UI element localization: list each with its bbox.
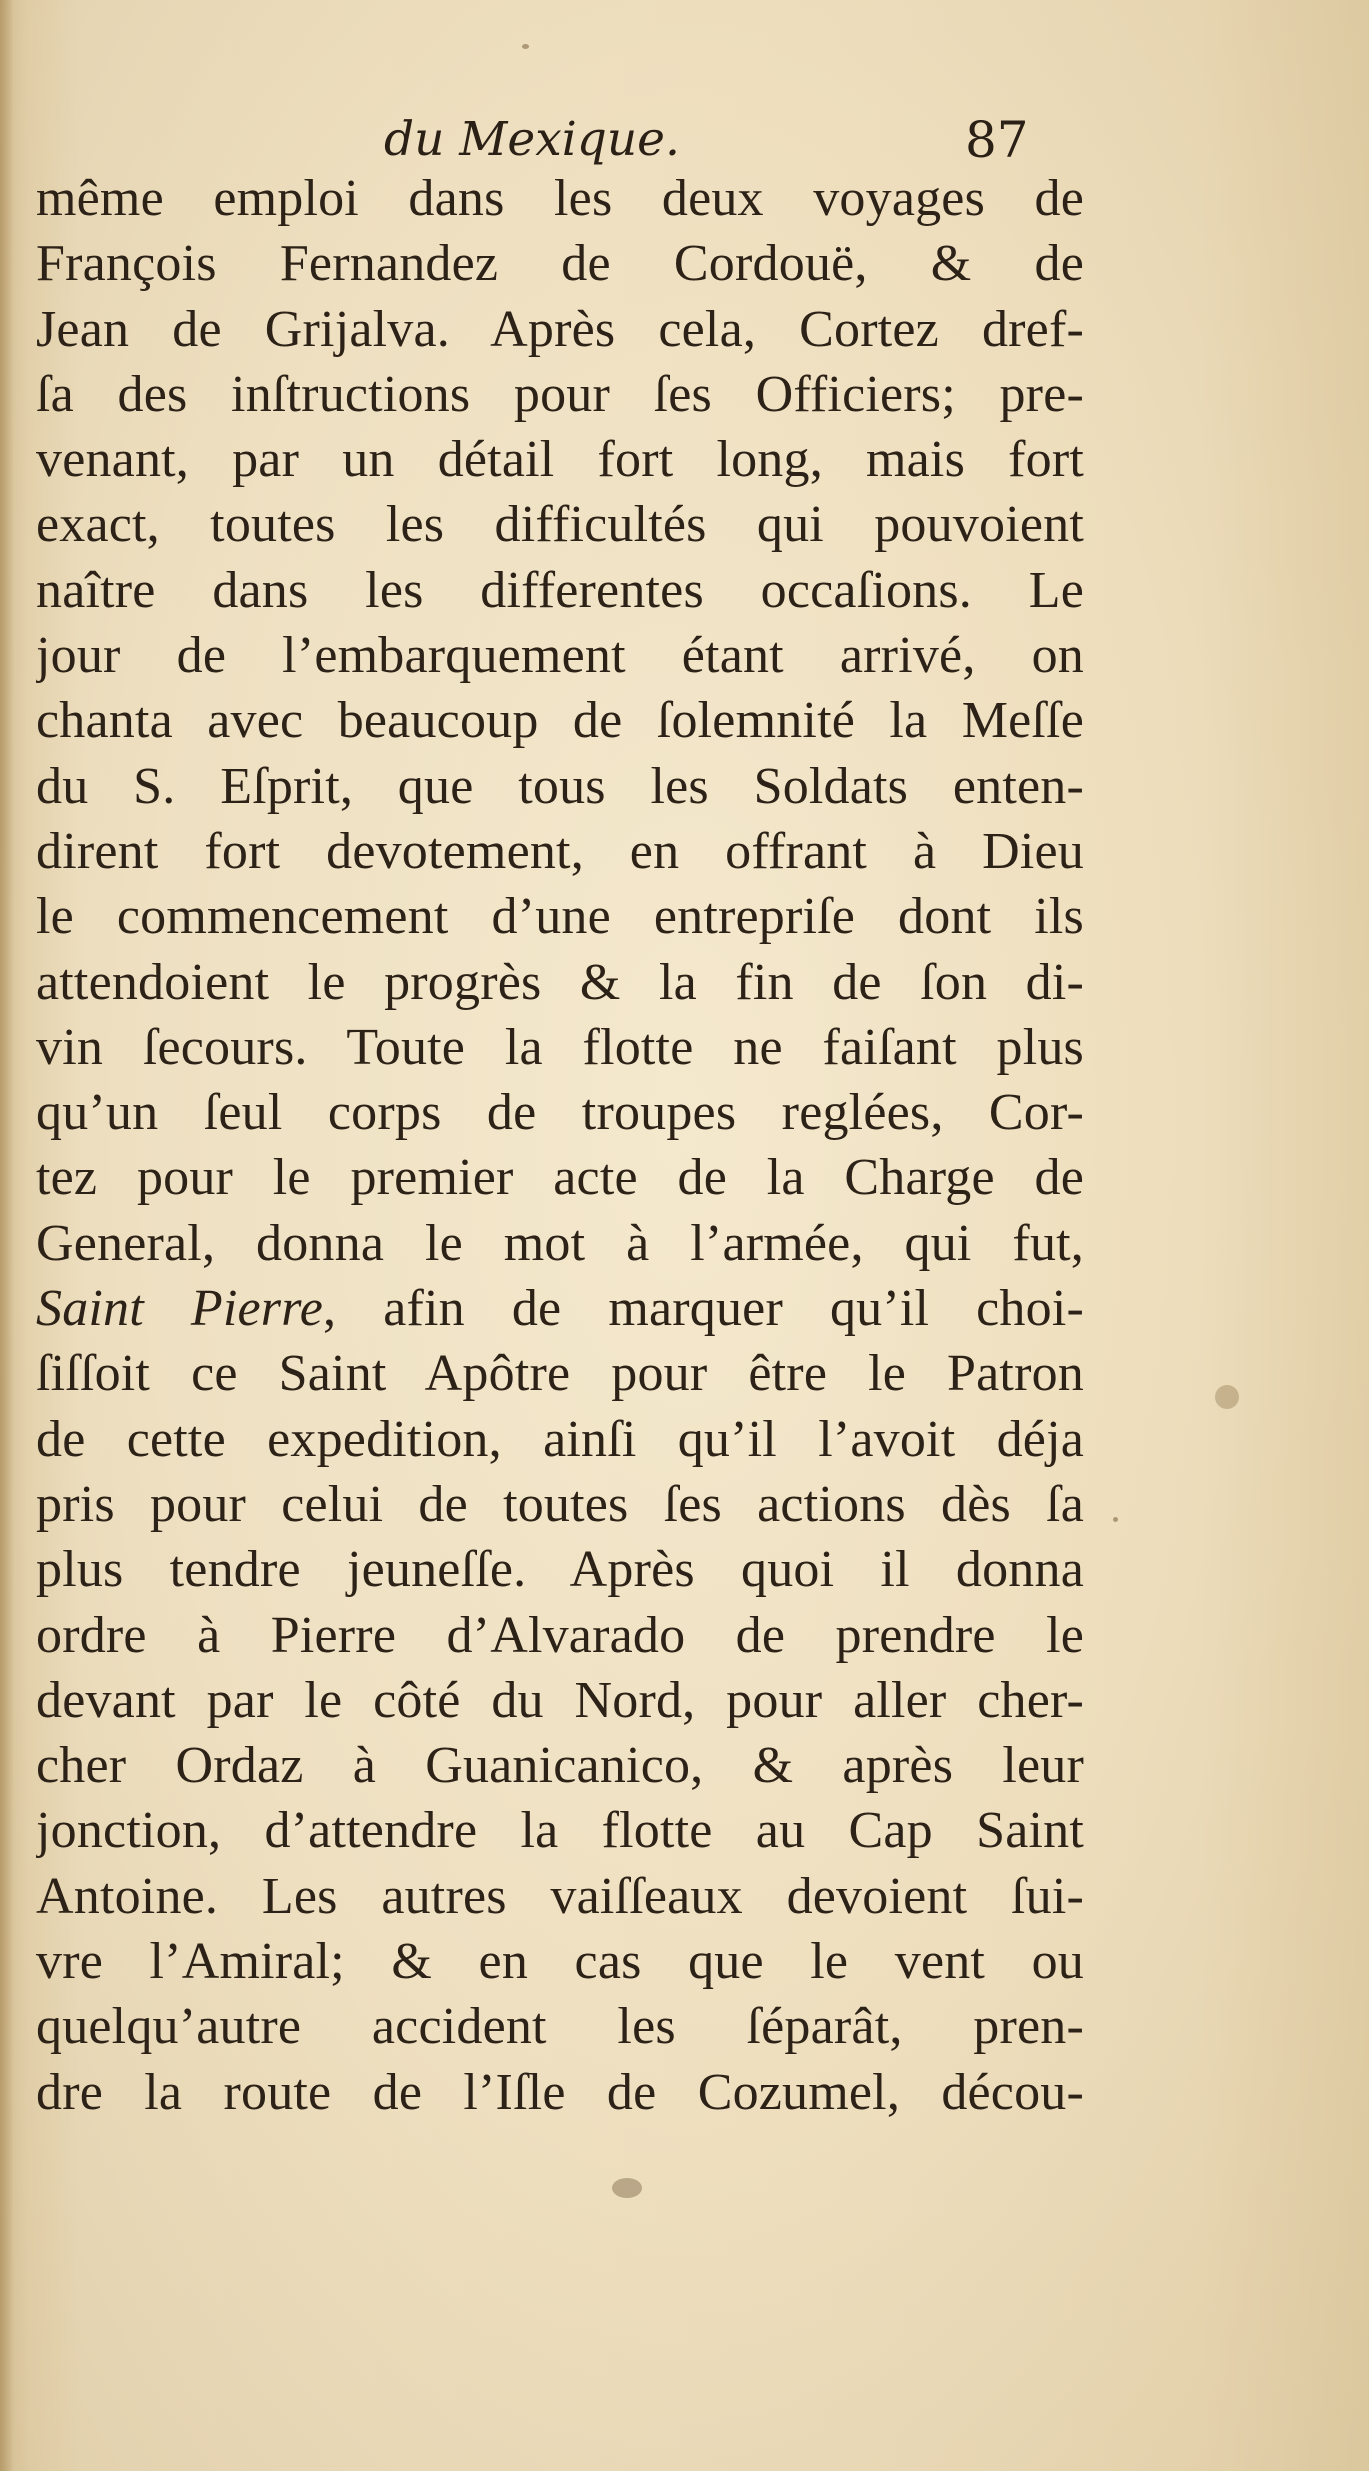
text-line: devant par le côté du Nord, pour aller cher- [36, 1671, 1084, 1729]
text-line: ordre à Pierre d’Alvarado de prendre le [36, 1606, 1084, 1664]
text-line: vin ſecours. Toute la flotte ne faiſant plus [36, 1018, 1084, 1076]
text-line: dirent fort devotement, en offrant à Dieu [36, 822, 1084, 880]
running-title: du Mexique. [384, 112, 680, 167]
body-text [36, 166, 1084, 2125]
text-line-with-italic [36, 1276, 1084, 1341]
text-line: exact, toutes les difficultés qui pouvoient [36, 496, 1084, 554]
text-line: pris pour celui de toutes ſes actions dès ſa [36, 1475, 1084, 1533]
printer-ornament [612, 2178, 642, 2198]
text-line: qu’un ſeul corps de troupes reglées, Cor- [36, 1084, 1084, 1142]
paper-stain [1215, 1385, 1239, 1409]
text-line: du S. Eſprit, que tous les Soldats enten- [36, 757, 1084, 815]
page-header [0, 108, 1369, 172]
text-line: jour de l’embarquement étant arrivé, on [36, 627, 1084, 685]
text-line: plus tendre jeuneſſe. Après quoi il donna [36, 1541, 1084, 1599]
text-line: de cette expedition, ainſi qu’il l’avoit déja [36, 1410, 1084, 1468]
text-line: cher Ordaz à Guanicanico, & après leur [36, 1737, 1084, 1795]
page-spine-shadow [0, 0, 14, 2471]
text-line: vre l’Amiral; & en cas que le vent ou [36, 1933, 1084, 1991]
text-line: venant, par un détail fort long, mais fort [36, 431, 1084, 489]
text-line: attendoient le progrès & la fin de ſon di- [36, 953, 1084, 1011]
text-line: Jean de Grijalva. Après cela, Cortez dref- [36, 300, 1084, 358]
text-line: naître dans les differentes occaſions. Le [36, 561, 1084, 619]
text-line: ſa des inſtructions pour ſes Officiers; pre- [36, 365, 1084, 423]
text-line: jonction, d’attendre la flotte au Cap Saint [36, 1802, 1084, 1860]
text-line: chanta avec beaucoup de ſolemnité la Meſſe [36, 692, 1084, 750]
line-remainder: , afin de marquer qu’il choi- [323, 1280, 1084, 1338]
text-line: même emploi dans les deux voyages de [36, 170, 1084, 227]
paper-speck [1113, 1517, 1118, 1522]
page-number: 87 [965, 111, 1029, 169]
text-line: ſiſſoit ce Saint Apôtre pour être le Patron [36, 1345, 1084, 1403]
text-line: François Fernandez de Cordouë, & de [36, 235, 1084, 293]
text-line: tez pour le premier acte de la Charge de [36, 1149, 1084, 1207]
text-line: Antoine. Les autres vaiſſeaux devoient ſui- [36, 1867, 1084, 1925]
text-line: le commencement d’une entrepriſe dont ils [36, 888, 1084, 946]
italic-phrase: Saint Pierre [36, 1280, 324, 1338]
text-line: dre la route de l’Iſle de Cozumel, décou- [36, 2063, 1084, 2121]
text-line: General, donna le mot à l’armée, qui fut, [36, 1214, 1084, 1272]
paper-speck [522, 44, 529, 49]
text-line: quelqu’autre accident les ſéparât, pren- [36, 1998, 1084, 2056]
